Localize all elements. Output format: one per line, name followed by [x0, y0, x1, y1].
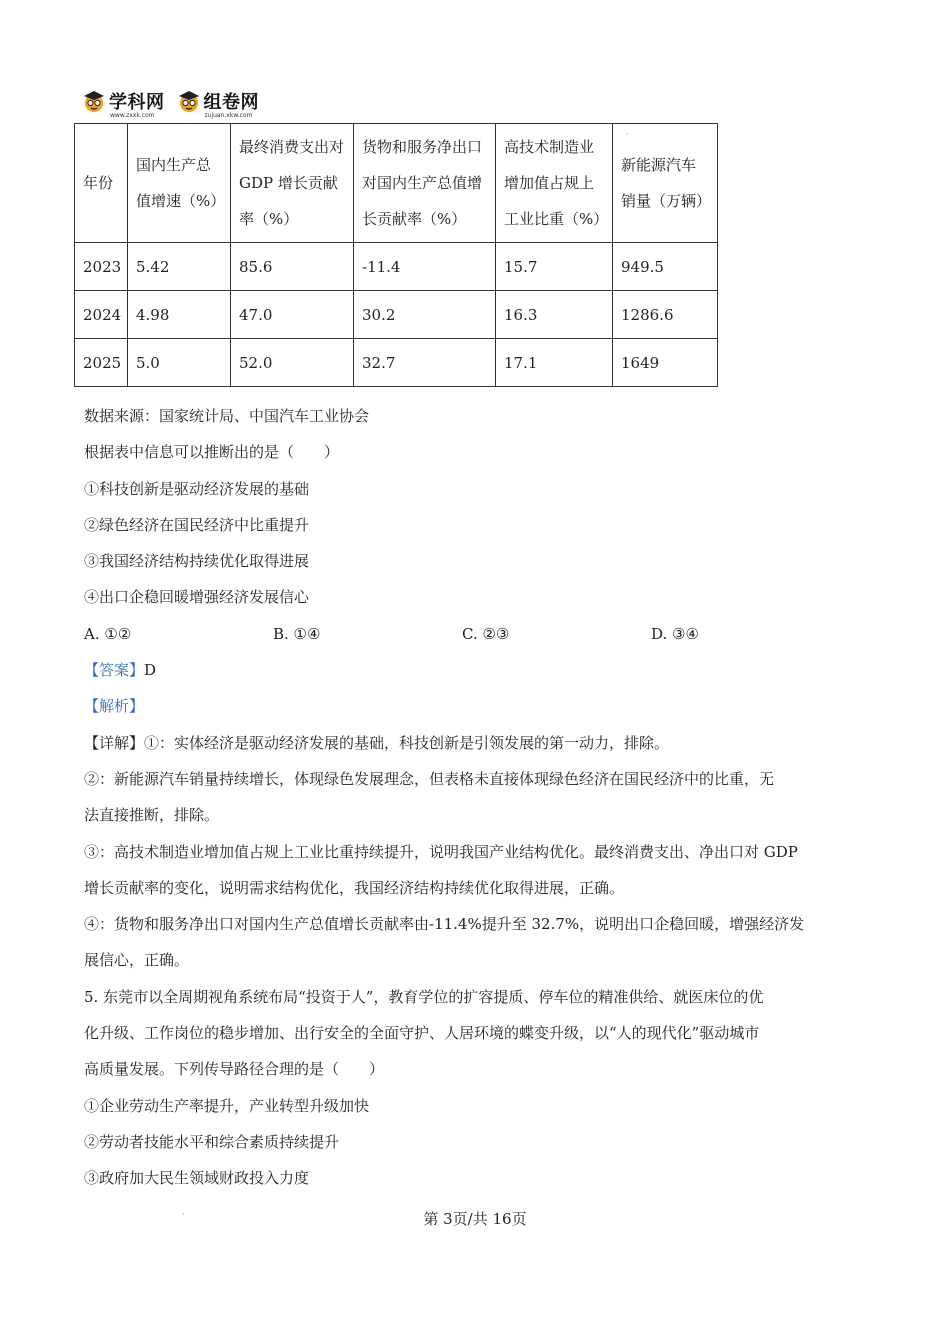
table-cell: 32.7: [354, 339, 496, 387]
logo-bar: [82, 88, 259, 122]
stray-dot: ·: [182, 1210, 185, 1219]
detail-text: 展信心，正确。: [84, 951, 190, 970]
analysis-label: 【解析】: [84, 697, 145, 716]
logo-url: www.zxxk.com: [110, 112, 155, 119]
table-cell: 47.0: [231, 291, 354, 339]
table-cell: 949.5: [613, 243, 718, 291]
detail-text: 法直接推断，排除。: [84, 806, 220, 825]
statement: ③我国经济结构持续优化取得进展: [84, 552, 310, 571]
question-stem: 根据表中信息可以推断出的是（ ）: [84, 443, 340, 462]
question-5-text: 高质量发展。下列传导路径合理的是（ ）: [84, 1060, 385, 1079]
option-a: A. ①②: [84, 624, 132, 643]
answer-options: [84, 616, 844, 652]
table-cell: 2024: [75, 291, 128, 339]
question-content: [84, 398, 844, 1197]
xuekewang-logo: [82, 88, 165, 119]
table-cell: 16.3: [496, 291, 613, 339]
table-cell: 2025: [75, 339, 128, 387]
page-number: 第 3页/共 16页: [423, 1210, 527, 1228]
stray-dot: ·: [626, 130, 629, 139]
table-header: 国内生产总值增速（%）: [128, 124, 231, 243]
mascot-icon: [82, 89, 106, 113]
statement: ①科技创新是驱动经济发展的基础: [84, 479, 310, 498]
answer-line: [84, 652, 844, 688]
table-row: [75, 339, 718, 387]
table-cell: 5.0: [128, 339, 231, 387]
table-cell: 30.2: [354, 291, 496, 339]
table-cell: 5.42: [128, 243, 231, 291]
mascot-icon: [177, 89, 201, 113]
table-cell: 4.98: [128, 291, 231, 339]
detail-text: ④：货物和服务净出口对国内生产总值增长贡献率由-11.4%提升至 32.7%，说明出口企稳回暖，增强经济发: [84, 915, 805, 934]
detail-text: 增长贡献率的变化，说明需求结构优化，我国经济结构持续优化取得进展，正确。: [84, 878, 625, 897]
table-row: [75, 291, 718, 339]
answer-label: 【答案】: [84, 661, 145, 680]
table-header: 最终消费支出对 GDP 增长贡献率（%）: [231, 124, 354, 243]
option-c: C. ②③: [462, 624, 510, 643]
detail-text: ③：高技术制造业增加值占规上工业比重持续提升，说明我国产业结构优化。最终消费支出、净出口对 GDP: [84, 842, 798, 861]
data-source: 数据来源：国家统计局、中国汽车工业协会: [84, 407, 370, 425]
table-row: [75, 243, 718, 291]
statement: ④出口企稳回暖增强经济发展信心: [84, 588, 310, 607]
statement: ②劳动者技能水平和综合素质持续提升: [84, 1132, 340, 1151]
analysis-line: [84, 688, 844, 724]
table-header: 货物和服务净出口对国内生产总值增长贡献率（%）: [354, 124, 496, 243]
table-header: 年份: [75, 124, 128, 243]
table-cell: 52.0: [231, 339, 354, 387]
table-header-row: [75, 124, 718, 243]
table-cell: 17.1: [496, 339, 613, 387]
statistics-table: [74, 123, 718, 387]
question-5-text: 化升级、工作岗位的稳步增加、出行安全的全面守护、人居环境的蝶变升级，以“人的现代化”驱动城市: [84, 1024, 760, 1043]
option-b: B. ①④: [273, 624, 321, 643]
table-header: 高技术制造业增加值占规上工业比重（%）: [496, 124, 613, 243]
table-header: 新能源汽车销量（万辆）: [613, 124, 718, 243]
table-cell: 1286.6: [613, 291, 718, 339]
logo-url: zujuan.xkw.com: [204, 112, 253, 119]
answer-value: D: [144, 661, 157, 680]
detail-text: ②：新能源汽车销量持续增长，体现绿色发展理念，但表格未直接体现绿色经济在国民经济中的比重，无: [84, 769, 775, 788]
table-cell: 85.6: [231, 243, 354, 291]
table-cell: 1649: [613, 339, 718, 387]
table-cell: 15.7: [496, 243, 613, 291]
table-cell: 2023: [75, 243, 128, 291]
statement: ③政府加大民生领域财政投入力度: [84, 1169, 310, 1188]
zujuanwang-logo: [177, 88, 260, 119]
statement: ①企业劳动生产率提升，产业转型升级加快: [84, 1096, 370, 1115]
logo-name: 学科网: [109, 92, 165, 113]
question-5-text: 5. 东莞市以全周期视角系统布局“投资于人”，教育学位的扩容提质、停车位的精准供给、就医床位的优: [84, 987, 764, 1006]
detail-label: 【详解】: [84, 733, 145, 752]
logo-name: 组卷网: [203, 92, 259, 113]
table-cell: -11.4: [354, 243, 496, 291]
detail-text: ①：实体经济是驱动经济发展的基础，科技创新是引领发展的第一动力，排除。: [144, 733, 670, 752]
detail-line: [84, 725, 844, 761]
statement: ②绿色经济在国民经济中比重提升: [84, 515, 310, 534]
option-d: D. ③④: [651, 624, 699, 643]
